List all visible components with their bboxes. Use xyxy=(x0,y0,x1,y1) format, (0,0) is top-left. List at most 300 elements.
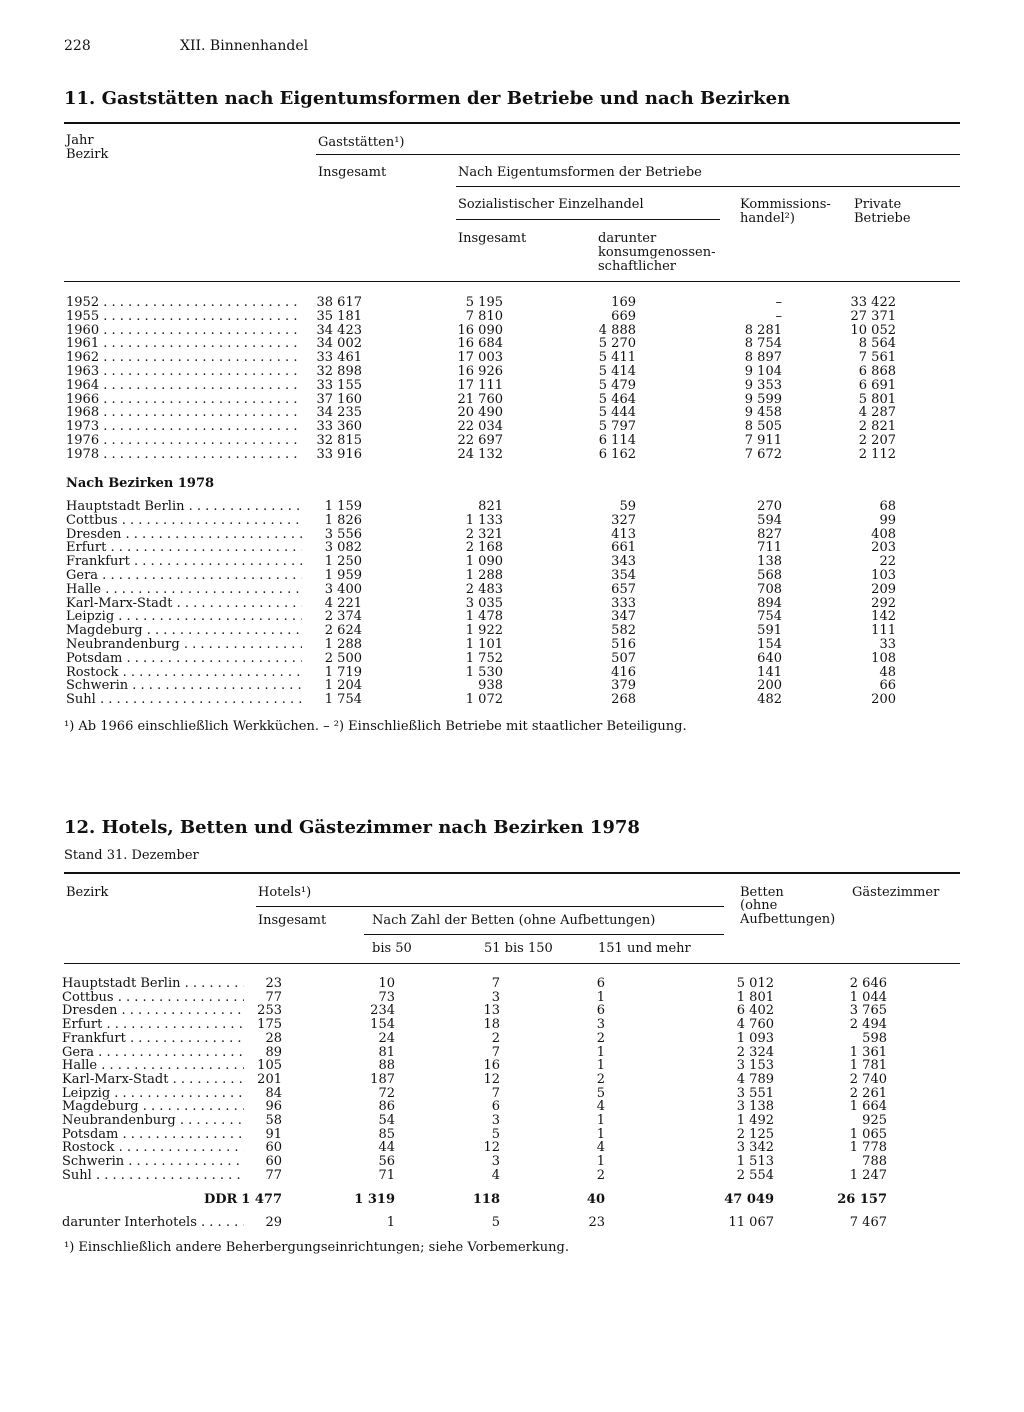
cell-51-150: 4 xyxy=(491,1167,500,1183)
row-label: Schwerin . . . xyxy=(66,679,302,693)
cell-kommission: 9 458 xyxy=(744,405,782,421)
cell-51-150: 2 xyxy=(491,1030,500,1046)
cell-hotels: 60 xyxy=(265,1154,282,1170)
cell-soz-insgesamt: 1 288 xyxy=(465,568,503,583)
row-label: Halle . . . xyxy=(62,1059,244,1073)
t12-header-betten-3: Aufbettungen) xyxy=(740,912,836,927)
cell-kommission: 7 672 xyxy=(744,446,782,462)
cell-kommission: 9 353 xyxy=(744,377,782,393)
t11-header-soz-insgesamt: Insgesamt xyxy=(458,231,527,246)
cell-konsum: 582 xyxy=(611,623,636,639)
t11-header-jahr: Jahr xyxy=(66,133,94,148)
cell-private: 2 112 xyxy=(858,446,896,462)
cell-51-150: 7 xyxy=(491,1044,500,1060)
cell-bis50: 56 xyxy=(378,1154,395,1170)
cell-kommission: 591 xyxy=(757,623,782,639)
cell-konsum: 5 479 xyxy=(598,377,636,393)
cell-51-150: 3 xyxy=(491,1154,500,1170)
cell-151: 1 xyxy=(596,1058,605,1074)
cell-private: 48 xyxy=(879,664,896,680)
cell-kommission: 568 xyxy=(757,568,782,583)
page-number: 228 xyxy=(64,38,91,54)
cell-hotels: 91 xyxy=(265,1126,282,1142)
cell-private: 292 xyxy=(871,595,896,611)
cell-konsum: 5 464 xyxy=(598,391,636,407)
cell-kommission: 8 754 xyxy=(744,336,782,352)
cell-private: 33 xyxy=(879,637,896,652)
cell-betten: 3 138 xyxy=(736,1099,774,1115)
cell-betten: 4 789 xyxy=(736,1071,774,1087)
cell-gaestezimmer: 598 xyxy=(862,1030,887,1046)
cell-bis50: 71 xyxy=(378,1167,395,1183)
cell-soz-insgesamt: 20 490 xyxy=(457,405,503,421)
table-row xyxy=(0,514,1024,528)
cell-soz-insgesamt: 17 003 xyxy=(457,350,503,366)
cell-konsum: 5 270 xyxy=(598,336,636,352)
cell-private: 66 xyxy=(879,678,896,694)
chapter-title: XII. Binnenhandel xyxy=(180,38,309,54)
cell-private: 200 xyxy=(871,692,896,708)
cell-konsum: 5 411 xyxy=(598,350,636,366)
table-row xyxy=(0,310,1024,324)
cell-51-150: 5 xyxy=(491,1215,500,1230)
cell-kommission: 9 104 xyxy=(744,364,782,379)
cell-betten: 47 049 xyxy=(724,1192,774,1207)
table-row xyxy=(0,569,1024,583)
cell-soz-insgesamt: 5 195 xyxy=(465,295,503,310)
table-row xyxy=(0,1114,1024,1128)
cell-gaestezimmer: 2 740 xyxy=(849,1071,887,1087)
cell-gaestezimmer: 2 261 xyxy=(849,1085,887,1101)
cell-bis50: 73 xyxy=(378,989,395,1005)
row-label: Magdeburg . . . xyxy=(66,624,302,638)
cell-private: 142 xyxy=(871,609,896,625)
cell-betten: 1 801 xyxy=(736,989,774,1005)
cell-soz-insgesamt: 1 101 xyxy=(465,637,503,652)
cell-betten: 2 324 xyxy=(736,1044,774,1060)
cell-insgesamt: 3 400 xyxy=(324,581,362,597)
cell-insgesamt: 35 181 xyxy=(316,308,362,324)
cell-private: 5 801 xyxy=(858,391,896,407)
cell-soz-insgesamt: 938 xyxy=(478,678,503,694)
cell-konsum: 5 444 xyxy=(598,405,636,421)
cell-151: 1 xyxy=(596,1154,605,1170)
cell-gaestezimmer: 26 157 xyxy=(837,1192,887,1207)
cell-hotels: 96 xyxy=(265,1099,282,1115)
row-label: Erfurt . . . xyxy=(66,541,302,555)
cell-bis50: 81 xyxy=(378,1044,395,1060)
row-label: 1966 . . . xyxy=(66,393,302,407)
cell-bis50: 88 xyxy=(378,1058,395,1074)
cell-151: 2 xyxy=(596,1030,605,1046)
cell-insgesamt: 33 155 xyxy=(316,377,362,393)
cell-soz-insgesamt: 7 810 xyxy=(465,308,503,324)
t11-rule-3 xyxy=(456,219,720,220)
cell-hotels: 77 xyxy=(265,989,282,1005)
interhotels-row xyxy=(0,1216,1024,1230)
cell-betten: 3 342 xyxy=(736,1140,774,1156)
t12-header-hotels: Hotels¹) xyxy=(258,885,312,900)
total-row xyxy=(0,1193,1024,1207)
table-row xyxy=(0,1032,1024,1046)
cell-gaestezimmer: 1 044 xyxy=(849,989,887,1005)
cell-private: 2 207 xyxy=(858,433,896,448)
cell-soz-insgesamt: 1 090 xyxy=(465,554,503,570)
cell-private: 99 xyxy=(879,512,896,528)
cell-betten: 6 402 xyxy=(736,1003,774,1019)
cell-betten: 2 125 xyxy=(736,1126,774,1142)
cell-hotels: 89 xyxy=(265,1044,282,1060)
cell-insgesamt: 33 360 xyxy=(316,419,362,435)
row-label: 1961 . . . xyxy=(66,337,302,351)
table11-top-rule xyxy=(64,122,960,124)
row-label: Leipzig . . . xyxy=(62,1087,244,1101)
cell-51-150: 5 xyxy=(491,1126,500,1142)
cell-kommission: 8 505 xyxy=(744,419,782,435)
cell-hotels: 28 xyxy=(265,1030,282,1046)
t11-header-nach-eigentumsformen: Nach Eigentumsformen der Betriebe xyxy=(458,165,702,180)
cell-soz-insgesamt: 16 684 xyxy=(457,336,503,352)
cell-konsum: 379 xyxy=(611,678,636,694)
cell-soz-insgesamt: 1 752 xyxy=(465,650,503,666)
cell-konsum: 5 797 xyxy=(598,419,636,435)
row-label: 1963 . . . xyxy=(66,365,302,379)
cell-betten: 1 093 xyxy=(736,1030,774,1046)
cell-insgesamt: 33 916 xyxy=(316,446,362,462)
row-label: Rostock . . . xyxy=(62,1141,244,1155)
cell-bis50: 234 xyxy=(370,1003,395,1019)
cell-151: 6 xyxy=(596,1003,605,1019)
cell-soz-insgesamt: 1 072 xyxy=(465,692,503,708)
cell-soz-insgesamt: 17 111 xyxy=(457,377,503,393)
cell-gaestezimmer: 2 646 xyxy=(849,976,887,991)
t12-header-bottom-rule xyxy=(64,963,960,964)
table-row xyxy=(0,693,1024,707)
cell-insgesamt: 2 624 xyxy=(324,623,362,639)
row-label: Potsdam . . . xyxy=(66,652,302,666)
cell-kommission: 711 xyxy=(757,540,782,556)
cell-bis50: 154 xyxy=(370,1017,395,1033)
cell-private: 27 371 xyxy=(850,308,896,324)
cell-konsum: 413 xyxy=(611,526,636,542)
cell-51-150: 12 xyxy=(483,1071,500,1087)
cell-151: 3 xyxy=(596,1017,605,1033)
cell-konsum: 4 888 xyxy=(598,322,636,338)
cell-hotels: 1 477 xyxy=(241,1192,282,1207)
cell-151: 23 xyxy=(588,1215,605,1230)
row-label: Frankfurt . . . xyxy=(62,1032,244,1046)
row-label: Cottbus . . . xyxy=(62,991,244,1005)
cell-insgesamt: 37 160 xyxy=(316,391,362,407)
cell-bis50: 24 xyxy=(378,1030,395,1046)
cell-konsum: 333 xyxy=(611,595,636,611)
cell-betten: 5 012 xyxy=(736,976,774,991)
row-label: 1952 . . . xyxy=(66,296,302,310)
cell-kommission: 200 xyxy=(757,678,782,694)
cell-insgesamt: 38 617 xyxy=(316,295,362,310)
cell-insgesamt: 1 959 xyxy=(324,568,362,583)
cell-insgesamt: 3 082 xyxy=(324,540,362,556)
cell-betten: 3 153 xyxy=(736,1058,774,1074)
row-label: Hauptstadt Berlin . . . xyxy=(66,500,302,514)
table-row xyxy=(0,379,1024,393)
cell-konsum: 416 xyxy=(611,664,636,680)
cell-51-150: 7 xyxy=(491,1085,500,1101)
cell-gaestezimmer: 1 361 xyxy=(849,1044,887,1060)
row-label: Cottbus . . . xyxy=(66,514,302,528)
cell-soz-insgesamt: 3 035 xyxy=(465,595,503,611)
row-label: Erfurt . . . xyxy=(62,1018,244,1032)
cell-konsum: 661 xyxy=(611,540,636,556)
t11-header-bezirk: Bezirk xyxy=(66,147,109,162)
cell-bis50: 86 xyxy=(378,1099,395,1115)
cell-kommission: 138 xyxy=(757,554,782,570)
cell-151: 5 xyxy=(596,1085,605,1101)
cell-insgesamt: 34 423 xyxy=(316,322,362,338)
cell-insgesamt: 32 815 xyxy=(316,433,362,448)
cell-konsum: 169 xyxy=(611,295,636,310)
row-label: Schwerin . . . xyxy=(62,1155,244,1169)
cell-soz-insgesamt: 16 090 xyxy=(457,322,503,338)
cell-gaestezimmer: 7 467 xyxy=(849,1215,887,1230)
row-label: Neubrandenburg . . . xyxy=(66,638,302,652)
cell-151: 4 xyxy=(596,1140,605,1156)
t12-rule-1 xyxy=(256,906,724,907)
table-row xyxy=(0,365,1024,379)
row-label: Neubrandenburg . . . xyxy=(62,1114,244,1128)
cell-bis50: 72 xyxy=(378,1085,395,1101)
cell-konsum: 6 114 xyxy=(598,433,636,448)
cell-51-150: 18 xyxy=(483,1017,500,1033)
cell-betten: 1 513 xyxy=(736,1154,774,1170)
cell-51-150: 16 xyxy=(483,1058,500,1074)
cell-151: 1 xyxy=(596,989,605,1005)
cell-kommission: 640 xyxy=(757,650,782,666)
cell-private: 108 xyxy=(871,650,896,666)
cell-insgesamt: 1 250 xyxy=(324,554,362,570)
cell-konsum: 327 xyxy=(611,512,636,528)
row-label: Suhl . . . xyxy=(62,1169,244,1183)
row-label: Frankfurt . . . xyxy=(66,555,302,569)
cell-151: 1 xyxy=(596,1113,605,1128)
table-row xyxy=(0,1018,1024,1032)
table-row xyxy=(0,296,1024,310)
table-row xyxy=(0,977,1024,991)
cell-insgesamt: 2 500 xyxy=(324,650,362,666)
cell-hotels: 253 xyxy=(257,1003,282,1019)
row-label: Suhl . . . xyxy=(66,693,302,707)
cell-soz-insgesamt: 2 483 xyxy=(465,581,503,597)
table11-title: 11. Gaststätten nach Eigentumsformen der Betriebe und nach Bezirken xyxy=(64,88,791,109)
cell-betten: 1 492 xyxy=(736,1113,774,1128)
cell-private: 7 561 xyxy=(858,350,896,366)
cell-gaestezimmer: 925 xyxy=(862,1113,887,1128)
table12-subtitle: Stand 31. Dezember xyxy=(64,848,199,863)
cell-bis50: 187 xyxy=(370,1071,395,1087)
cell-bis50: 54 xyxy=(378,1113,395,1128)
cell-private: 203 xyxy=(871,540,896,556)
cell-betten: 11 067 xyxy=(728,1215,774,1230)
cell-hotels: 105 xyxy=(257,1058,282,1074)
cell-151: 1 xyxy=(596,1126,605,1142)
cell-private: 33 422 xyxy=(850,295,896,310)
cell-soz-insgesamt: 1 922 xyxy=(465,623,503,639)
cell-insgesamt: 1 288 xyxy=(324,637,362,652)
cell-soz-insgesamt: 1 530 xyxy=(465,664,503,680)
cell-kommission: 8 281 xyxy=(744,322,782,338)
t12-footnote: ¹) Einschließlich andere Beherbergungseinrichtungen; siehe Vorbemerkung. xyxy=(64,1240,569,1255)
cell-51-150: 3 xyxy=(491,1113,500,1128)
cell-hotels: 175 xyxy=(257,1017,282,1033)
row-label: Potsdam . . . xyxy=(62,1128,244,1142)
cell-kommission: 708 xyxy=(757,581,782,597)
t11-header-sozialistischer: Sozialistischer Einzelhandel xyxy=(458,197,644,212)
cell-insgesamt: 1 754 xyxy=(324,692,362,708)
cell-51-150: 7 xyxy=(491,976,500,991)
row-label: Rostock . . . xyxy=(66,666,302,680)
cell-soz-insgesamt: 22 034 xyxy=(457,419,503,435)
row-label: Gera . . . xyxy=(66,569,302,583)
t11-rule-1 xyxy=(316,154,960,155)
cell-konsum: 59 xyxy=(619,499,636,514)
cell-private: 68 xyxy=(879,499,896,514)
cell-gaestezimmer: 1 247 xyxy=(849,1167,887,1183)
cell-bis50: 10 xyxy=(378,976,395,991)
cell-insgesamt: 3 556 xyxy=(324,526,362,542)
cell-151: 2 xyxy=(596,1167,605,1183)
cell-gaestezimmer: 2 494 xyxy=(849,1017,887,1033)
row-label: Dresden . . . xyxy=(66,528,302,542)
table-row xyxy=(0,541,1024,555)
table-row xyxy=(0,583,1024,597)
cell-soz-insgesamt: 22 697 xyxy=(457,433,503,448)
cell-kommission: 7 911 xyxy=(744,433,782,448)
cell-hotels: 58 xyxy=(265,1113,282,1128)
cell-kommission: 270 xyxy=(757,499,782,514)
cell-soz-insgesamt: 821 xyxy=(478,499,503,514)
t12-header-51-150: 51 bis 150 xyxy=(484,941,553,956)
table12-title: 12. Hotels, Betten und Gästezimmer nach Bezirken 1978 xyxy=(64,817,640,838)
cell-soz-insgesamt: 16 926 xyxy=(457,364,503,379)
cell-konsum: 507 xyxy=(611,650,636,666)
t11-header-darunter-2: konsumgenossen- xyxy=(598,245,716,260)
cell-insgesamt: 1 719 xyxy=(324,664,362,680)
t11-header-kommission-1: Kommissions- xyxy=(740,197,831,212)
cell-konsum: 347 xyxy=(611,609,636,625)
cell-hotels: 29 xyxy=(265,1215,282,1230)
cell-gaestezimmer: 1 065 xyxy=(849,1126,887,1142)
row-label: Dresden . . . xyxy=(62,1004,244,1018)
table-row xyxy=(0,652,1024,666)
cell-bis50: 85 xyxy=(378,1126,395,1142)
cell-insgesamt: 2 374 xyxy=(324,609,362,625)
cell-hotels: 77 xyxy=(265,1167,282,1183)
cell-soz-insgesamt: 1 478 xyxy=(465,609,503,625)
cell-insgesamt: 34 002 xyxy=(316,336,362,352)
t12-header-betten-2: (ohne xyxy=(740,898,778,913)
cell-private: 10 052 xyxy=(850,322,896,338)
cell-kommission: – xyxy=(775,308,782,324)
cell-konsum: 5 414 xyxy=(598,364,636,379)
cell-kommission: 894 xyxy=(757,595,782,611)
row-label: Karl-Marx-Stadt . . . xyxy=(62,1073,244,1087)
row-label: Leipzig . . . xyxy=(66,610,302,624)
t11-header-darunter-3: schaftlicher xyxy=(598,259,676,274)
row-label: 1973 . . . xyxy=(66,420,302,434)
cell-hotels: 84 xyxy=(265,1085,282,1101)
cell-bis50: 44 xyxy=(378,1140,395,1156)
cell-konsum: 6 162 xyxy=(598,446,636,462)
cell-private: 4 287 xyxy=(858,405,896,421)
cell-gaestezimmer: 788 xyxy=(862,1154,887,1170)
t11-footnote: ¹) Ab 1966 einschließlich Werkküchen. – ²) Einschließlich Betriebe mit staatlicher Beteiligung. xyxy=(64,719,687,734)
cell-private: 103 xyxy=(871,568,896,583)
table-row xyxy=(0,434,1024,448)
t12-header-nach-zahl: Nach Zahl der Betten (ohne Aufbettungen) xyxy=(372,913,656,928)
t11-header-private-2: Betriebe xyxy=(854,211,911,226)
table12-top-rule xyxy=(64,872,960,874)
t11-header-darunter-1: darunter xyxy=(598,231,657,246)
total-label: DDR xyxy=(204,1192,238,1207)
cell-private: 2 821 xyxy=(858,419,896,435)
row-label: 1955 . . . xyxy=(66,310,302,324)
row-label: Karl-Marx-Stadt . . . xyxy=(66,597,302,611)
cell-51-150: 118 xyxy=(472,1192,500,1207)
cell-private: 111 xyxy=(871,623,896,639)
cell-soz-insgesamt: 2 321 xyxy=(465,526,503,542)
cell-konsum: 354 xyxy=(611,568,636,583)
cell-51-150: 13 xyxy=(483,1003,500,1019)
table-row xyxy=(0,500,1024,514)
table-row xyxy=(0,624,1024,638)
cell-gaestezimmer: 3 765 xyxy=(849,1003,887,1019)
cell-151: 1 xyxy=(596,1044,605,1060)
cell-51-150: 3 xyxy=(491,989,500,1005)
table-row xyxy=(0,1073,1024,1087)
table-row xyxy=(0,1169,1024,1183)
cell-kommission: 827 xyxy=(757,526,782,542)
cell-kommission: 141 xyxy=(757,664,782,680)
cell-betten: 3 551 xyxy=(736,1085,774,1101)
cell-gaestezimmer: 1 664 xyxy=(849,1099,887,1115)
t11-header-gaststaetten: Gaststätten¹) xyxy=(318,135,405,150)
cell-betten: 4 760 xyxy=(736,1017,774,1033)
t12-header-bis50: bis 50 xyxy=(372,941,412,956)
cell-insgesamt: 1 204 xyxy=(324,678,362,694)
cell-insgesamt: 32 898 xyxy=(316,364,362,379)
cell-bis50: 1 xyxy=(386,1215,395,1230)
cell-151: 6 xyxy=(596,976,605,991)
cell-konsum: 669 xyxy=(611,308,636,324)
cell-konsum: 657 xyxy=(611,581,636,597)
row-label: 1976 . . . xyxy=(66,434,302,448)
cell-private: 209 xyxy=(871,581,896,597)
cell-konsum: 268 xyxy=(611,692,636,708)
t11-rule-2 xyxy=(456,186,960,187)
cell-hotels: 23 xyxy=(265,976,282,991)
cell-insgesamt: 1 159 xyxy=(324,499,362,514)
cell-insgesamt: 1 826 xyxy=(324,512,362,528)
cell-private: 6 691 xyxy=(858,377,896,393)
cell-kommission: 8 897 xyxy=(744,350,782,366)
cell-gaestezimmer: 1 781 xyxy=(849,1058,887,1074)
cell-private: 8 564 xyxy=(858,336,896,352)
t11-header-kommission-2: handel²) xyxy=(740,211,795,226)
cell-soz-insgesamt: 21 760 xyxy=(457,391,503,407)
cell-betten: 2 554 xyxy=(736,1167,774,1183)
cell-insgesamt: 33 461 xyxy=(316,350,362,366)
t12-rule-2 xyxy=(364,934,724,935)
